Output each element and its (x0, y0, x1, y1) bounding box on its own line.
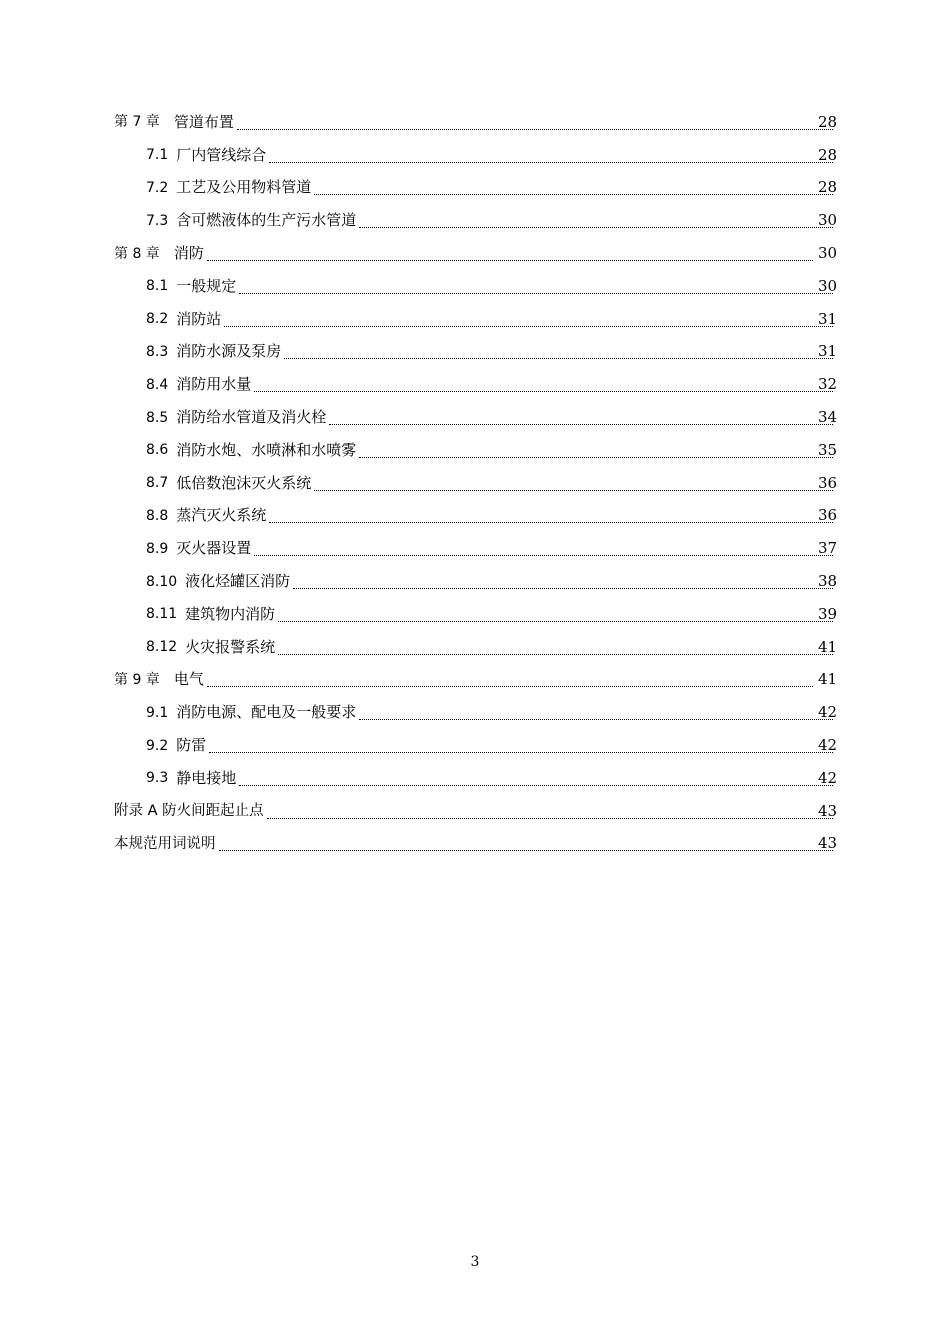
toc-number: 8.4 (146, 376, 169, 393)
toc-section-8-7[interactable] (0, 467, 836, 500)
toc-title: 附录 A 防火间距起止点 (114, 802, 264, 819)
dot-leader (209, 751, 833, 753)
toc-section-8-11[interactable] (0, 598, 836, 631)
toc-number: 7.2 (146, 179, 169, 196)
toc-chapter-7[interactable] (0, 106, 836, 139)
toc-title: 消防水源及泵房 (176, 342, 282, 361)
dot-leader (359, 456, 833, 458)
toc-number: 8.3 (146, 343, 169, 360)
toc-chapter-9[interactable] (0, 664, 838, 697)
toc-section-9-3[interactable] (0, 762, 836, 795)
toc-number: 8.9 (146, 540, 169, 557)
toc-section-8-1[interactable] (0, 270, 836, 303)
dot-leader (359, 718, 833, 720)
toc-title: 消防水炮、水喷淋和水喷雾 (176, 440, 357, 459)
dot-leader (314, 193, 833, 195)
toc-title: 消防 (173, 244, 204, 263)
toc-section-8-2[interactable] (0, 303, 836, 336)
toc-page: 28 (818, 145, 838, 164)
dot-leader (269, 521, 833, 523)
toc-page: 39 (818, 604, 838, 623)
table-of-contents (0, 106, 950, 860)
toc-section-8-4[interactable] (0, 368, 836, 401)
toc-title: 建筑物内消防 (185, 604, 276, 623)
dot-leader (207, 259, 813, 261)
dot-leader (284, 357, 833, 359)
toc-page: 36 (818, 506, 838, 525)
toc-number: 8.5 (146, 409, 169, 426)
toc-title: 工艺及公用物料管道 (176, 178, 312, 197)
toc-section-8-10[interactable] (0, 565, 836, 598)
toc-title: 蒸汽灭火系统 (176, 506, 267, 525)
toc-section-8-12[interactable] (0, 631, 836, 664)
toc-number: 8.8 (146, 507, 169, 524)
dot-leader (254, 554, 833, 556)
dot-leader (254, 390, 833, 392)
toc-title: 灭火器设置 (176, 539, 252, 558)
toc-terminology[interactable] (0, 828, 836, 861)
toc-title: 管道布置 (173, 112, 234, 131)
toc-title: 消防用水量 (176, 375, 252, 394)
toc-title: 低倍数泡沫灭火系统 (176, 473, 312, 492)
toc-number: 第 8 章 (114, 245, 160, 262)
toc-page: 30 (818, 211, 838, 230)
toc-number: 8.1 (146, 278, 169, 295)
toc-title: 电气 (173, 670, 204, 689)
toc-number: 7.3 (146, 212, 169, 229)
toc-title: 液化烃罐区消防 (185, 572, 291, 591)
toc-page: 38 (818, 572, 838, 591)
dot-leader (293, 587, 833, 589)
toc-title: 消防站 (176, 309, 222, 328)
toc-number: 7.1 (146, 147, 169, 164)
dot-leader (278, 620, 833, 622)
dot-leader (239, 784, 833, 786)
toc-section-8-3[interactable] (0, 336, 836, 369)
toc-section-8-8[interactable] (0, 500, 836, 533)
toc-title: 防雷 (176, 736, 207, 755)
toc-page: 37 (818, 539, 838, 558)
toc-title: 消防给水管道及消火栓 (176, 408, 327, 427)
dot-leader (219, 849, 834, 851)
toc-section-7-3[interactable] (0, 204, 836, 237)
toc-number: 8.11 (146, 606, 178, 623)
toc-number: 8.2 (146, 311, 169, 328)
toc-page: 31 (818, 342, 838, 361)
toc-chapter-8[interactable] (0, 237, 838, 270)
toc-section-8-6[interactable] (0, 434, 836, 467)
toc-section-9-2[interactable] (0, 729, 836, 762)
toc-page: 43 (818, 801, 838, 820)
dot-leader (359, 226, 833, 228)
toc-page: 34 (818, 408, 838, 427)
toc-page: 30 (818, 276, 838, 295)
toc-title: 本规范用词说明 (114, 835, 216, 852)
dot-leader (224, 325, 833, 327)
toc-appendix-a[interactable] (0, 795, 836, 828)
toc-page: 41 (818, 670, 838, 689)
dot-leader (269, 161, 833, 163)
toc-section-8-5[interactable] (0, 401, 836, 434)
toc-section-8-9[interactable] (0, 532, 836, 565)
toc-number: 第 9 章 (114, 671, 160, 688)
toc-page: 31 (818, 309, 838, 328)
toc-page: 42 (818, 703, 838, 722)
dot-leader (314, 489, 833, 491)
toc-number: 9.3 (146, 770, 169, 787)
dot-leader (329, 423, 833, 425)
dot-leader (239, 292, 833, 294)
toc-number: 9.1 (146, 704, 169, 721)
toc-page: 41 (818, 637, 838, 656)
toc-title: 含可燃液体的生产污水管道 (176, 211, 357, 230)
dot-leader (237, 128, 833, 130)
toc-page: 35 (818, 440, 838, 459)
dot-leader (267, 817, 833, 819)
toc-title: 一般规定 (176, 276, 237, 295)
toc-number: 第 7 章 (114, 114, 160, 131)
toc-page: 28 (818, 178, 838, 197)
toc-section-7-2[interactable] (0, 172, 836, 205)
toc-title: 消防电源、配电及一般要求 (176, 703, 357, 722)
toc-page: 30 (818, 244, 838, 263)
toc-section-7-1[interactable] (0, 139, 836, 172)
toc-title: 厂内管线综合 (176, 145, 267, 164)
toc-number: 8.12 (146, 639, 178, 656)
toc-page: 28 (818, 112, 838, 131)
toc-title: 静电接地 (176, 768, 237, 787)
toc-page: 32 (818, 375, 838, 394)
dot-leader (278, 653, 833, 655)
page-number: 3 (470, 1254, 480, 1270)
toc-number: 8.10 (146, 573, 178, 590)
toc-page: 42 (818, 736, 838, 755)
toc-number: 9.2 (146, 737, 169, 754)
toc-title: 火灾报警系统 (185, 637, 276, 656)
toc-page: 43 (818, 834, 838, 853)
toc-number: 8.7 (146, 475, 169, 492)
toc-number: 8.6 (146, 442, 169, 459)
toc-page: 42 (818, 768, 838, 787)
toc-section-9-1[interactable] (0, 696, 836, 729)
toc-page: 36 (818, 473, 838, 492)
dot-leader (207, 685, 813, 687)
